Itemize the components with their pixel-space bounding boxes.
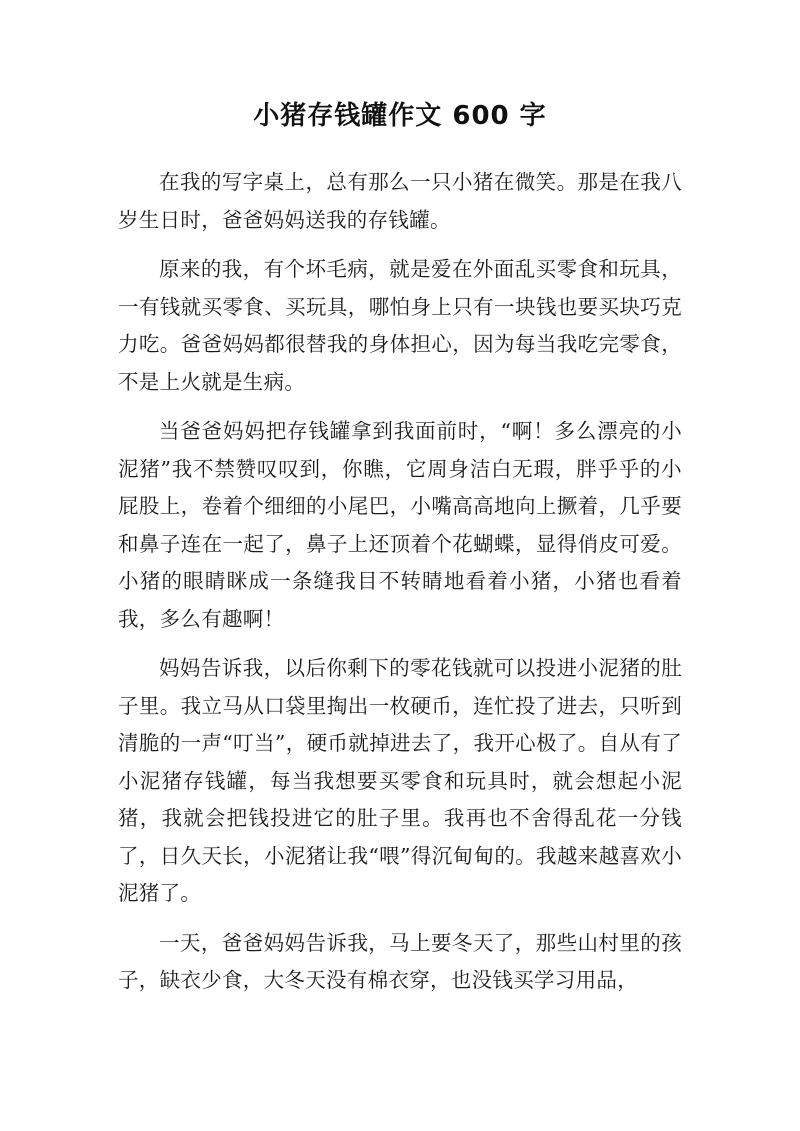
- document-body: [118, 164, 682, 1000]
- paragraph: 一天，爸爸妈妈告诉我，马上要冬天了，那些山村里的孩子，缺衣少食，大冬天没有棉衣穿，也没钱买学习用品，: [118, 930, 682, 992]
- paragraph: 在我的写字桌上，总有那么一只小猪在微笑。那是在我八岁生日时，爸爸妈妈送我的存钱罐。: [118, 170, 682, 232]
- document-title: 小猪存钱罐作文 600 字: [253, 101, 547, 131]
- paragraph: 原来的我，有个坏毛病，就是爱在外面乱买零食和玩具，一有钱就买零食、买玩具，哪怕身上只有一块钱也要买块巧克力吃。爸爸妈妈都很替我的身体担心，因为每当我吃完零食，不是上火就是生病。: [118, 257, 682, 394]
- paragraph: 妈妈告诉我，以后你剩下的零花钱就可以投进小泥猪的肚子里。我立马从口袋里掏出一枚硬币，连忙投了进去，只听到清脆的一声“叮当”，硬币就掉进去了，我开心极了。自从有了小泥猪存钱罐，每当我想要买零食和玩具时，就会想起小泥猪，我就会把钱投进它的肚子里。我再也不舍得乱花一分钱了，日久天长，小泥猪让我“喂”得沉甸甸的。我越来越喜欢小泥猪了。: [118, 656, 682, 905]
- paragraph: 当爸爸妈妈把存钱罐拿到我面前时，“啊！多么漂亮的小泥猪”我不禁赞叹叹到，你瞧，它周身洁白无瑕，胖乎乎的小屁股上，卷着个细细的小尾巴，小嘴高高地向上撅着，几乎要和鼻子连在一起了，鼻子上还顶着个花蝴蝶，显得俏皮可爱。小猪的眼睛眯成一条缝我目不转睛地看着小猪，小猪也看着我，多么有趣啊！: [118, 419, 682, 631]
